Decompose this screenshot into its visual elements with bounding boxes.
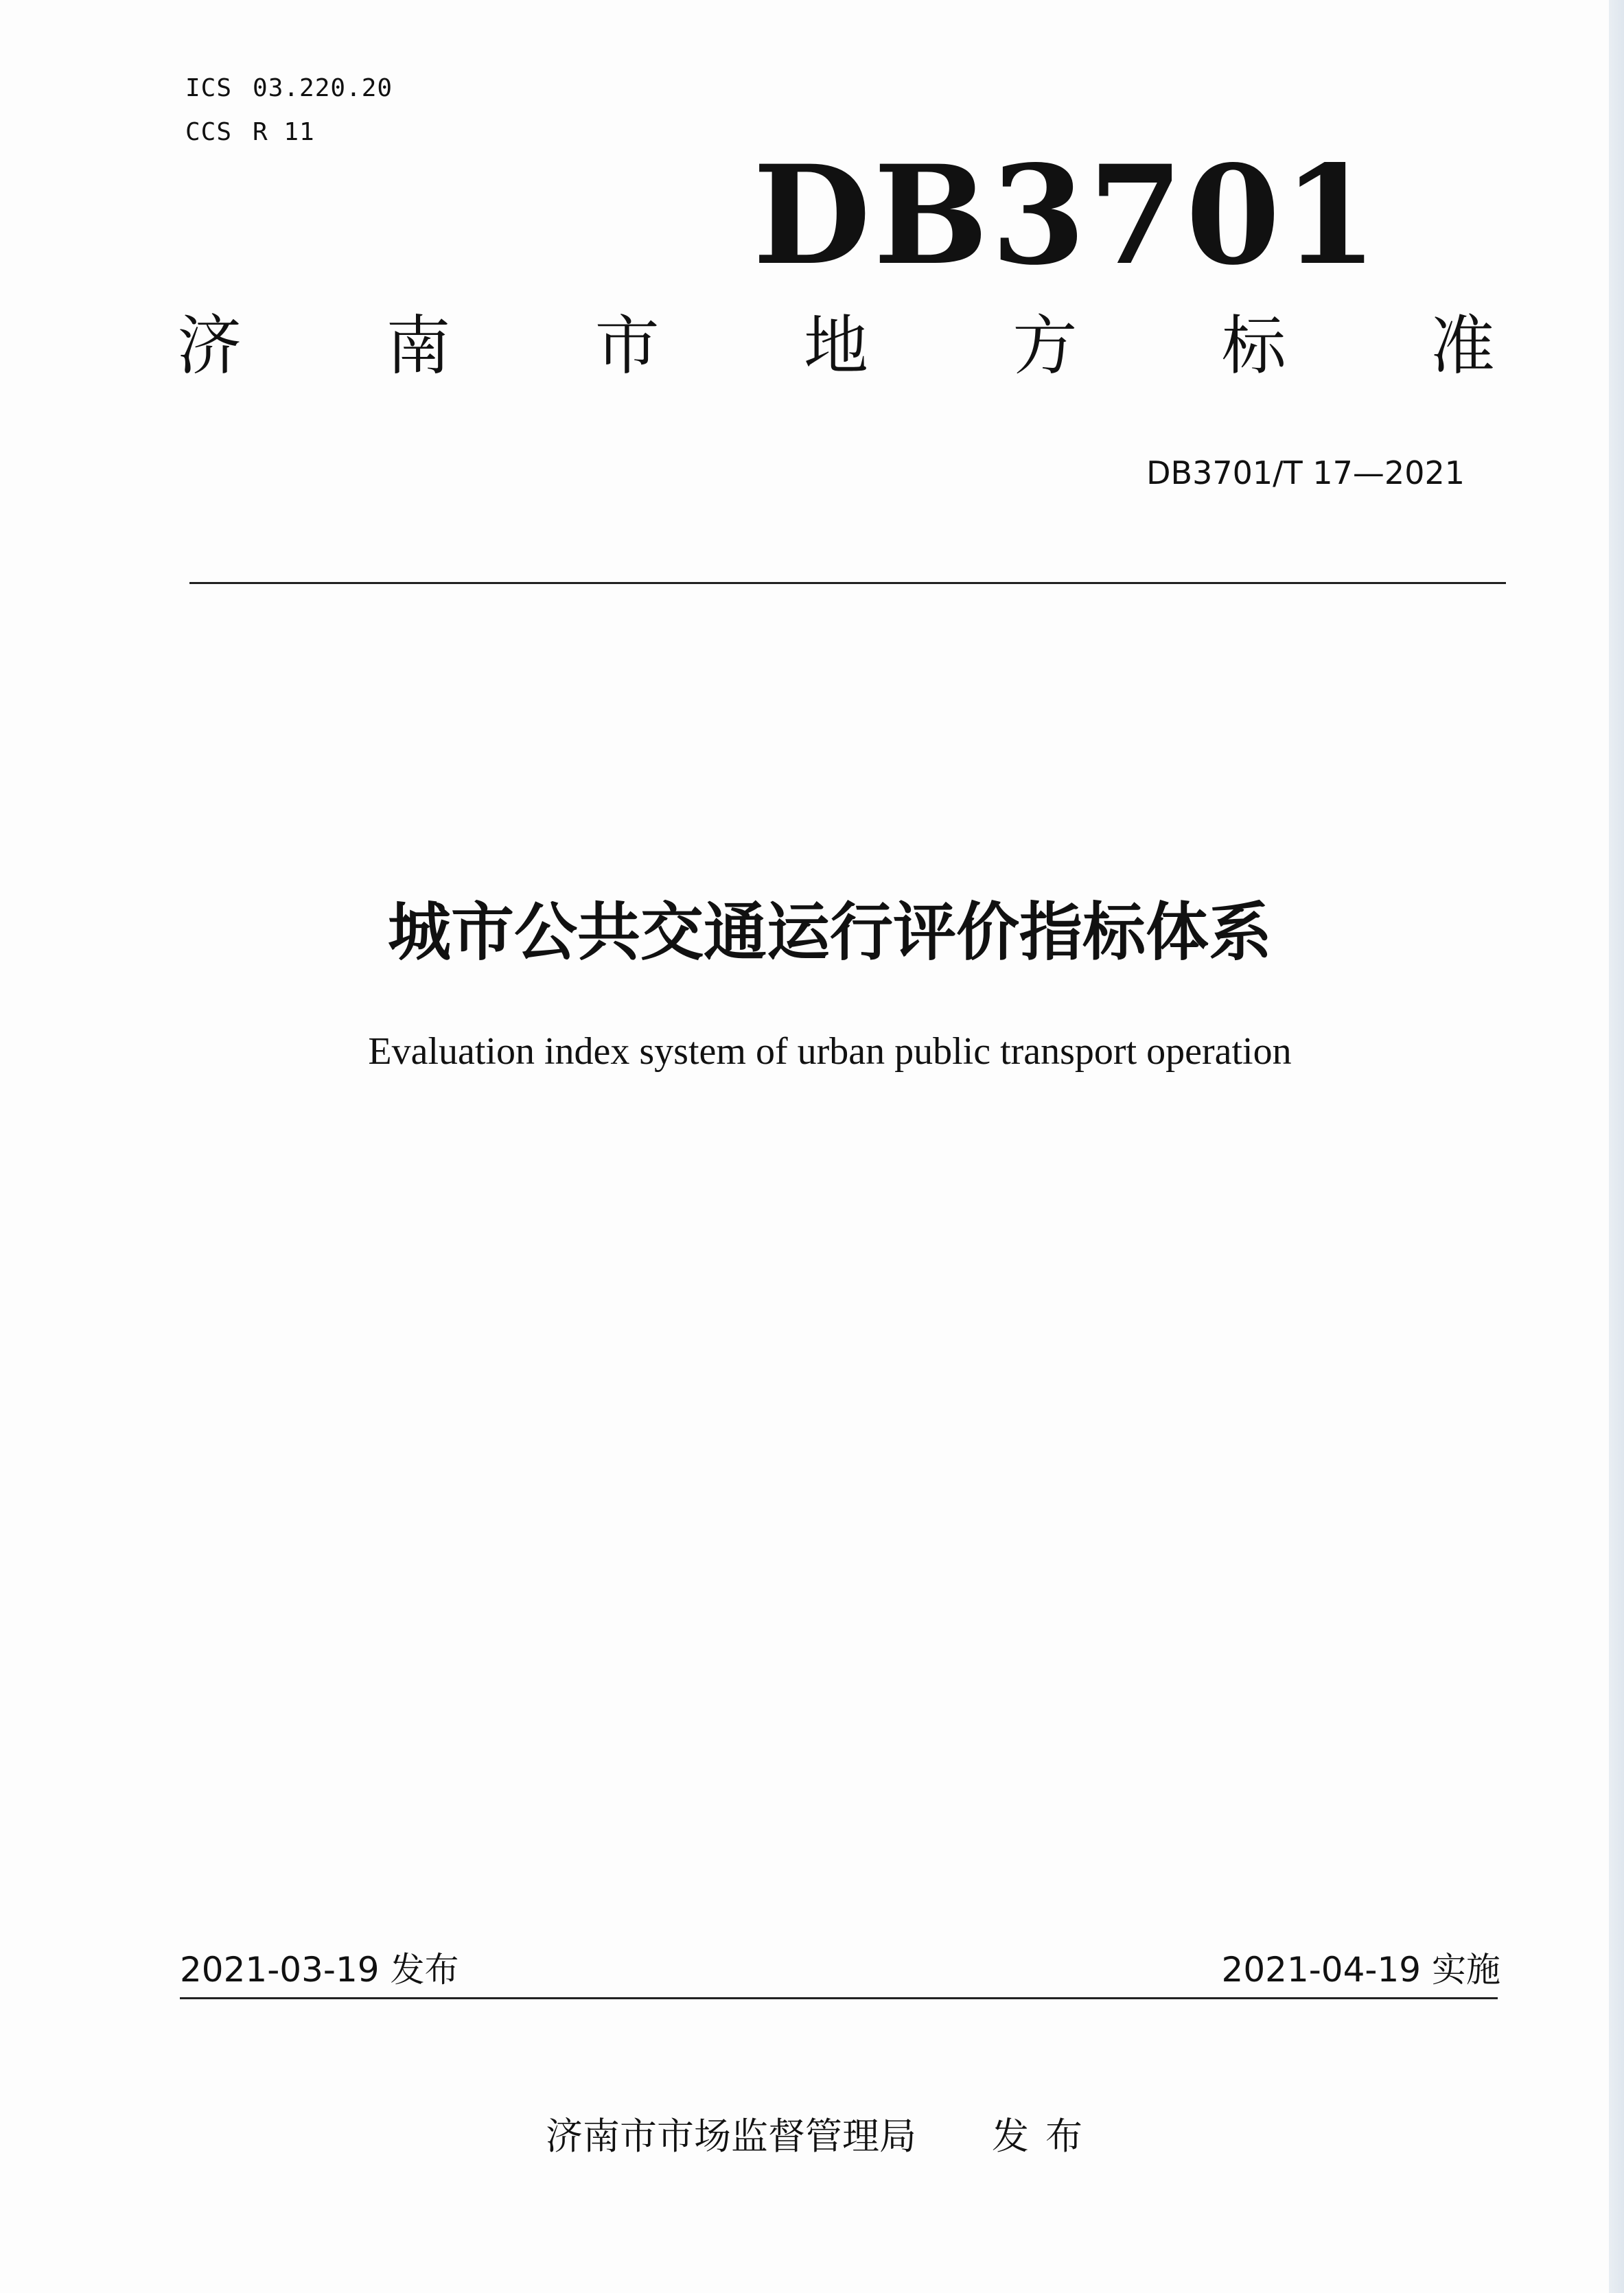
standard-type-char: 市 — [594, 309, 660, 384]
implementation-date: 2021-04-19 实施 — [1221, 1950, 1500, 1990]
standard-type-heading — [177, 309, 1495, 384]
ccs-code: R 11 — [253, 118, 315, 146]
document-title-english: Evaluation index system of urban public transport operation — [368, 1030, 1292, 1073]
standard-type-char: 方 — [1012, 309, 1078, 384]
ics-classification — [185, 74, 393, 102]
publish-action: 发布 — [992, 2115, 1099, 2158]
standard-number: DB3701/T 17—2021 — [1146, 454, 1465, 491]
ccs-classification — [185, 118, 315, 146]
document-title-chinese: 城市公共交通运行评价指标体系 — [387, 896, 1272, 969]
standard-type-char: 地 — [803, 309, 868, 384]
ics-label: ICS — [185, 74, 233, 102]
publisher-line — [0, 2107, 1624, 2160]
ics-code: 03.220.20 — [253, 74, 393, 102]
issue-date: 2021-03-19 发布 — [180, 1950, 459, 1990]
publisher-name: 济南市市场监督管理局 — [546, 2115, 916, 2158]
header-divider — [189, 582, 1506, 584]
standard-type-char: 济 — [177, 309, 242, 384]
scan-edge — [1609, 0, 1624, 2293]
standard-mark: DB3701 — [752, 135, 1380, 295]
standard-type-char: 准 — [1430, 309, 1495, 384]
standard-type-char: 南 — [386, 309, 451, 384]
footer-divider — [180, 1997, 1498, 1999]
standard-type-char: 标 — [1221, 309, 1286, 384]
ccs-label: CCS — [185, 118, 233, 146]
